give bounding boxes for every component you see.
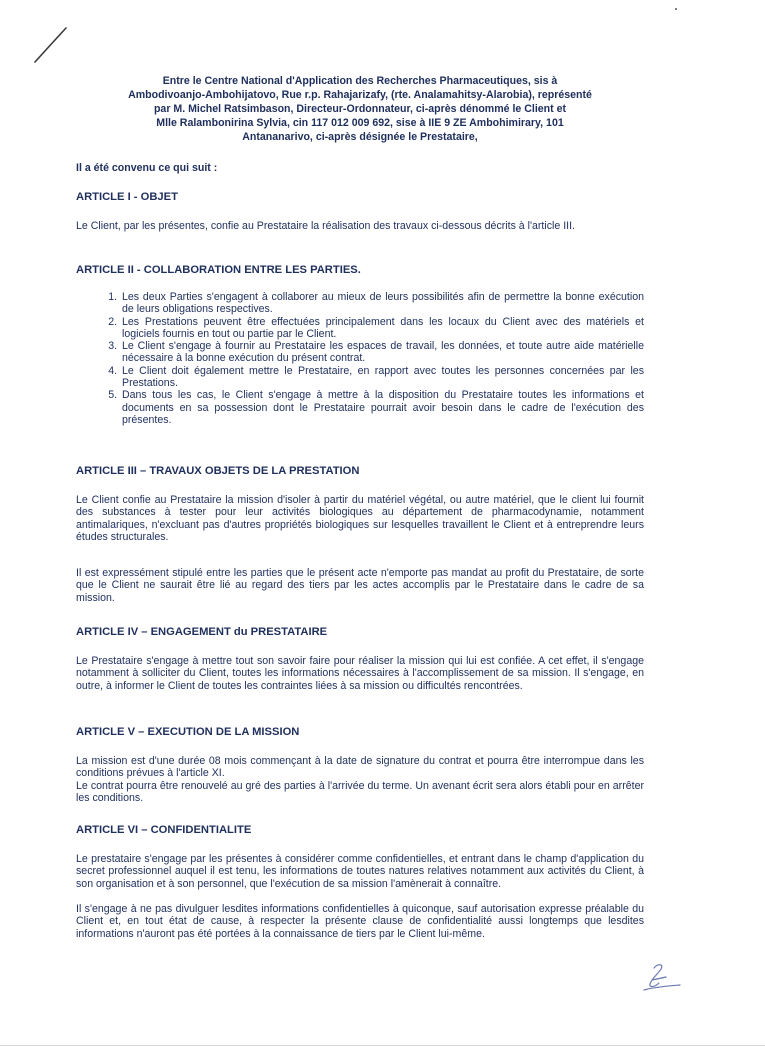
scan-speck (675, 8, 677, 10)
article-1-body: Le Client, par les présentes, confie au Prestataire la réalisation des travaux ci-dessous décrits à l'article III. (76, 220, 575, 232)
article-5-paragraph-2: Le contrat pourra être renouvelé au gré des parties à l'arrivée du terme. Un avenant écrit sera alors établi pour en arrêter les conditions. (76, 780, 644, 805)
article-2-list (76, 291, 644, 426)
list-item: 4. Le Client doit également mettre le Prestataire, en rapport avec toutes les personnes concernées par les Prestations. (120, 365, 644, 390)
article-6-paragraph-2: Il s'engage à ne pas divulguer lesdites informations confidentielles à quiconque, sauf autorisation expresse préalable du Client et, en tout état de cause, à respecter la présente clause de confidentialité aussi longtemps que lesdites informations n'auront pas été portées à la connaissance de tiers par le Client lui-même. (76, 903, 644, 940)
header-line: Ambodivoanjo-Ambohijatovo, Rue r.p. Rahajarizafy, (rte. Analamahitsy-Alarobia), représenté (128, 89, 592, 102)
article-2-title: ARTICLE II - COLLABORATION ENTRE LES PARTIES. (76, 264, 361, 276)
list-item: 3. Le Client s'engage à fournir au Prestataire les espaces de travail, les données, et toute autre aide matérielle nécessaire à la bonne exécution du présent contrat. (120, 340, 644, 365)
contract-header (74, 74, 646, 144)
article-4-title: ARTICLE IV – ENGAGEMENT du PRESTATAIRE (76, 626, 328, 638)
list-item: 2. Les Prestations peuvent être effectuées principalement dans les locaux du Client avec des matériels et logiciels fournis en tout ou partie par le Client. (120, 316, 644, 341)
article-3-paragraph-2: Il est expressément stipulé entre les parties que le présent acte n'emporte pas mandat au profit du Prestataire, de sorte que le Client ne saurait être lié au regard des tiers par les actes accomplis par le Prestataire dans le cadre de sa mission. (76, 567, 644, 604)
header-line: Mlle Ralambonirina Sylvia, cin 117 012 009 692, sise à IIE 9 ZE Ambohimirary, 101 (156, 117, 564, 130)
article-1-title: ARTICLE I - OBJET (76, 191, 178, 203)
page-bottom-edge (0, 1045, 765, 1046)
article-6-paragraph-1: Le prestataire s'engage par les présentes à considérer comme confidentielles, et entrant dans le champ d'application du secret professionnel auquel il est tenu, les informations de toutes natures relatives notamment aux activités du Client, à son organisation et à son personnel, que l'exécution de sa mission l'amènerait à connaître. (76, 853, 644, 890)
article-4-body: Le Prestataire s'engage à mettre tout son savoir faire pour réaliser la mission qui lui est confiée. A cet effet, il s'engage notamment à solliciter du Client, toutes les informations nécessaires à l'accomplissement de sa mission. Il s'engage, en outre, à informer le Client de toutes les contraintes liées à sa mission ou difficultés rencontrées. (76, 655, 644, 692)
article-3-title: ARTICLE III – TRAVAUX OBJETS DE LA PRESTATION (76, 465, 360, 477)
article-5-title: ARTICLE V – EXECUTION DE LA MISSION (76, 726, 300, 738)
header-line: Entre le Centre National d'Application des Recherches Pharmaceutiques, sis à (162, 75, 558, 87)
article-5-paragraph-1: La mission est d'une durée 08 mois commençant à la date de signature du contrat et pourra être interrompue dans les conditions prévues à l'article XI. (76, 755, 644, 780)
article-3-paragraph-1: Le Client confie au Prestataire la mission d'isoler à partir du matériel végétal, ou autre matériel, que le client lui fournit des substances à tester pour leur activités biologiques au département de pharmacodynamie, notamment antimalariques, n'excluant pas d'autres propriétés biologiques sur lesquelles travaillent le Client et à entreprendre leurs études structurales. (76, 494, 644, 543)
intro-text: Il a été convenu ce qui suit : (76, 162, 218, 174)
article-6-title: ARTICLE VI – CONFIDENTIALITE (76, 824, 252, 836)
header-line: par M. Michel Ratsimbason, Directeur-Ordonnateur, ci-après dénommé le Client et (153, 103, 567, 116)
list-item: 1. Les deux Parties s'engagent à collaborer au mieux de leurs possibilités afin de permettre la bonne exécution de leurs obligations respectives. (120, 291, 644, 316)
initials-signature (640, 960, 684, 994)
article-2-list-container (76, 291, 644, 426)
header-line: Antananarivo, ci-après désignée le Prestataire, (242, 131, 478, 144)
list-item: 5. Dans tous les cas, le Client s'engage à mettre à la disposition du Prestataire toutes les informations et documents en sa possession dont le Prestataire pourrait avoir besoin dans le cadre de l'exécution des présentes. (120, 389, 644, 426)
pen-stroke-mark (30, 24, 74, 68)
